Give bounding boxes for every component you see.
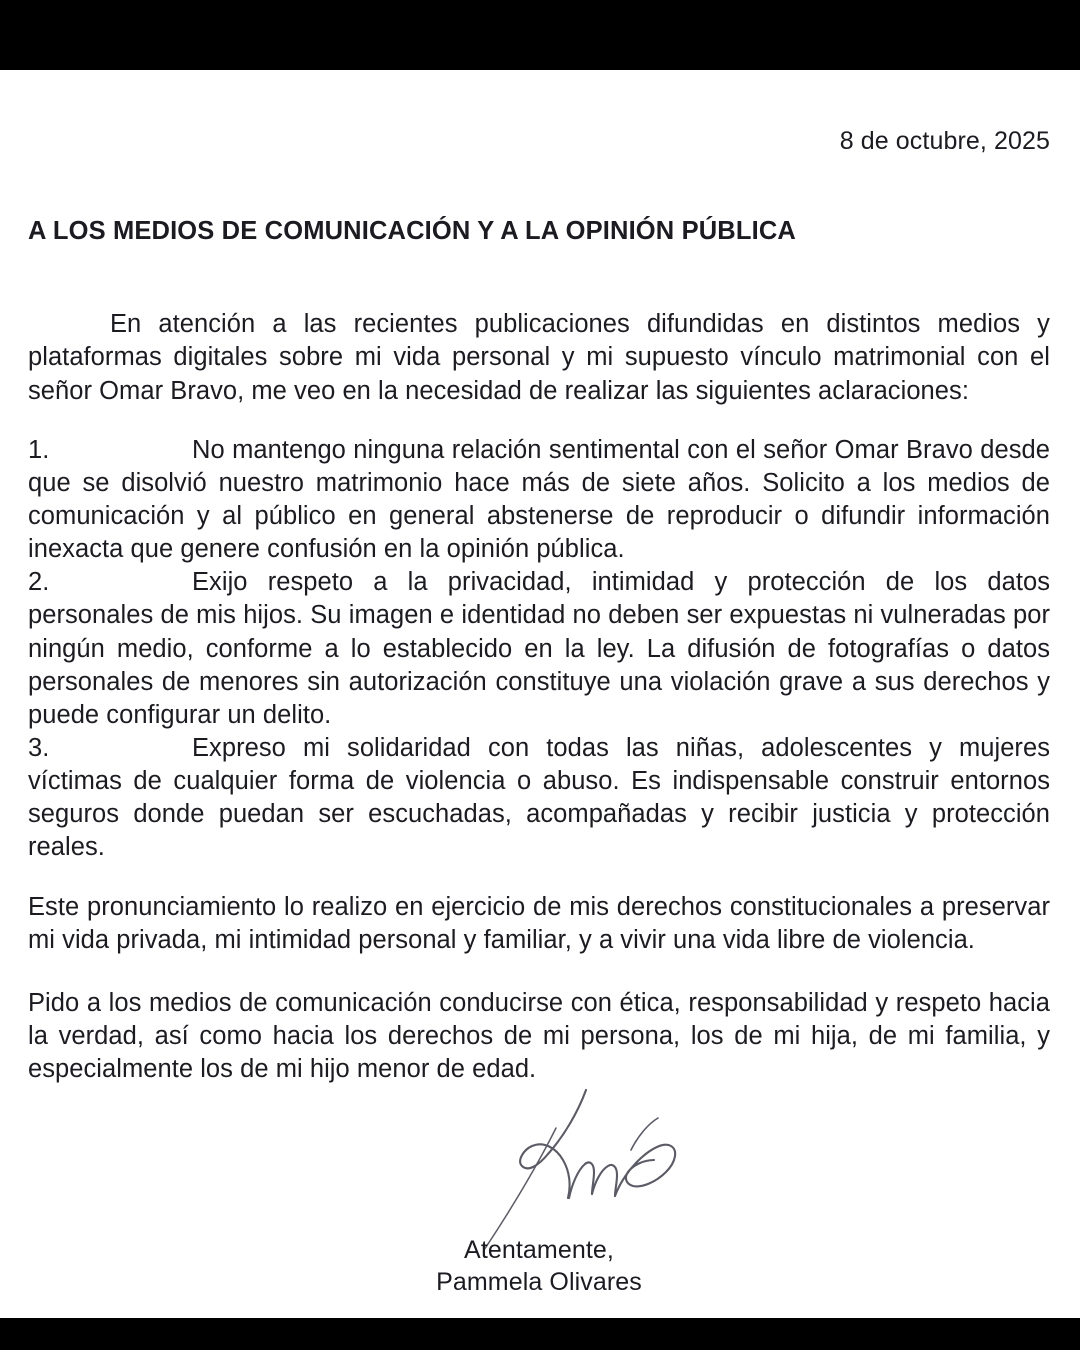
list-item <box>28 566 1050 732</box>
list-item-number: 3. <box>28 733 50 762</box>
numbered-clarifications-list <box>28 408 1050 865</box>
closing-paragraph-rights: Este pronunciamiento lo realizo en ejercicio de mis derechos constitucionales a preservar mi vida privada, mi intimidad personal y familiar, y a vivir una vida libre de violencia. <box>28 892 1050 954</box>
letterbox-bar-top <box>0 0 1080 70</box>
list-item <box>28 732 1050 865</box>
signature-block <box>28 1094 1050 1297</box>
list-item <box>28 434 1050 567</box>
list-item-text: No mantengo ninguna relación sentimental con el señor Omar Bravo desde que se disolvió nuestro matrimonio hace más de siete años. Solicito a los medios de comunicación y al público en general abstenerse de reproducir o difundir información inexacta que genere confusión en la opinión pública. <box>28 435 1050 564</box>
document-date: 8 de octubre, 2025 <box>839 127 1050 155</box>
intro-paragraph: En atención a las recientes publicaciones difundidas en distintos medios y plataformas digitales sobre mi vida personal y mi supuesto vínculo matrimonial con el señor Omar Bravo, me veo en la necesidad de realizar las siguientes aclaraciones: <box>28 310 1050 405</box>
list-item-text: Expreso mi solidaridad con todas las niñas, adolescentes y mujeres víctimas de cualquier forma de violencia o abuso. Es indispensable construir entornos seguros donde puedan ser escuchadas, acompañadas y recibir justicia y protección reales. <box>28 733 1050 862</box>
list-item-number: 1. <box>28 435 50 464</box>
signature-name: Pammela Olivares <box>436 1268 642 1297</box>
letter-document-page <box>0 70 1080 1318</box>
list-item-text: Exijo respeto a la privacidad, intimidad y protección de los datos personales de mis hijos. Su imagen e identidad no deben ser expuestas ni vulneradas por ningún medio, conforme a lo establecido en la ley. La difusión de fotografías o datos personales de menores sin autorización constituye una violación grave a sus derechos y puede configurar un delito. <box>28 568 1050 729</box>
handwritten-signature-icon <box>468 1088 688 1258</box>
closing-paragraph-request: Pido a los medios de comunicación conducirse con ética, responsabilidad y respeto hacia la verdad, así como hacia los derechos de mi persona, los de mi hija, de mi familia, y especialmente los de mi hijo menor de edad. <box>28 988 1050 1084</box>
document-headline: A LOS MEDIOS DE COMUNICACIÓN Y A LA OPINIÓN PÚBLICA <box>28 217 796 246</box>
list-item-number: 2. <box>28 568 50 597</box>
letterbox-bar-bottom <box>0 1318 1080 1350</box>
document-body <box>28 70 1050 1297</box>
signature-closing: Atentamente, <box>464 1236 614 1265</box>
